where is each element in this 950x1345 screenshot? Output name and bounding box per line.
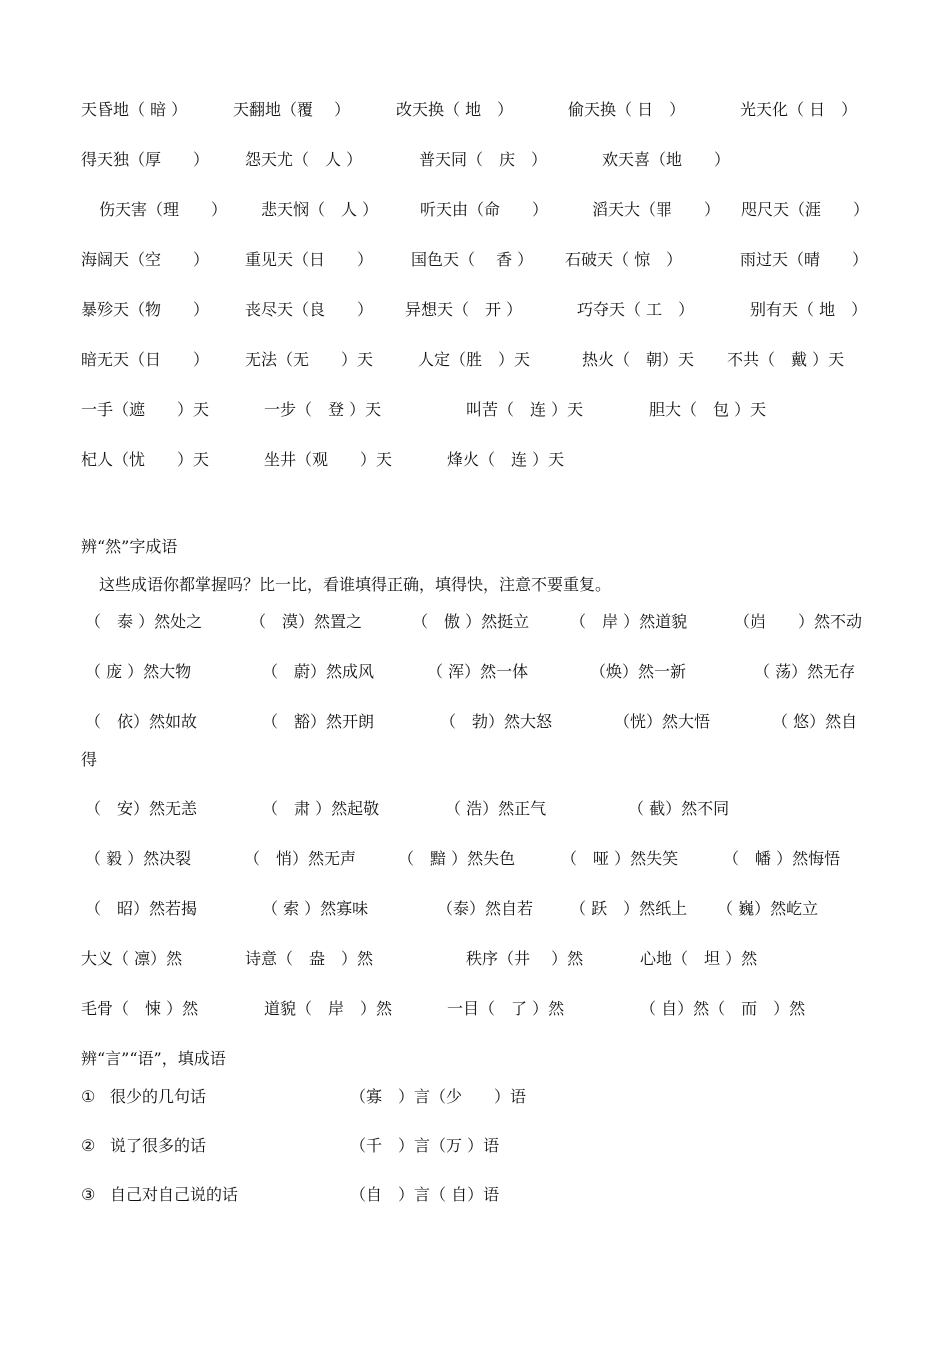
idiom-item: （焕）然一新	[590, 662, 687, 681]
idiom-item: 听天由（命 ）	[420, 200, 549, 219]
idiom-item: 巧夺天（ 工 ）	[577, 300, 695, 319]
idiom-item: 热火（ 朝）天	[582, 350, 695, 369]
item-description: 说了很多的话	[110, 1136, 207, 1155]
ran-row	[0, 847, 950, 871]
item-number: ③	[81, 1185, 96, 1204]
item-answer: （千 ）言（万 ）语	[350, 1136, 500, 1155]
yan-item	[0, 1085, 950, 1109]
idiom-item: 暴殄天（物 ）	[81, 300, 210, 319]
idiom-item: 无法（无 ）天	[245, 350, 374, 369]
idiom-item: 改天换（ 地 ）	[396, 100, 514, 119]
idiom-item: 一目（ 了 ）然	[447, 999, 565, 1018]
idiom-item: （ 悄）然无声	[244, 849, 357, 868]
idiom-item: 诗意（ 盎 ）然	[245, 949, 374, 968]
idiom-item: （泰）然自若	[437, 899, 534, 918]
idiom-item: 一手（遮 ）天	[81, 400, 210, 419]
idiom-item: 海阔天（空 ）	[81, 250, 210, 269]
tian-row	[0, 98, 950, 122]
idiom-item: 大义（ 凛）然	[81, 949, 183, 968]
idiom-item: （ 幡 ）然悔悟	[723, 849, 841, 868]
idiom-item: 光天化（ 日 ）	[740, 100, 858, 119]
idiom-item: 杞人（忧 ）天	[81, 450, 210, 469]
idiom-item: 叫苦（ 连 ）天	[466, 400, 584, 419]
ran-row	[0, 897, 950, 921]
idiom-item: 不共（ 戴 ）天	[727, 350, 845, 369]
idiom-item: 石破天（ 惊 ）	[565, 250, 683, 269]
ran-row	[0, 748, 950, 772]
ran-row	[0, 997, 950, 1021]
idiom-item: （ 庞 ）然大物	[85, 662, 192, 681]
idiom-item: 咫尺天（涯 ）	[741, 200, 870, 219]
idiom-item: 偷天换（ 日 ）	[568, 100, 686, 119]
ran-row	[0, 660, 950, 684]
tian-row	[0, 448, 950, 472]
ran-instruction: 这些成语你都掌握吗？比一比，看谁填得正确，填得快，注意不要重复。	[99, 575, 612, 594]
tian-row	[0, 148, 950, 172]
idiom-item: （ 依）然如故	[85, 712, 198, 731]
idiom-item: （ 巍）然屹立	[717, 899, 819, 918]
idiom-item: 毛骨（ 悚 ）然	[81, 999, 199, 1018]
idiom-item: 怨天尤（ 人 ）	[245, 150, 363, 169]
ran-row	[0, 947, 950, 971]
ran-row	[0, 710, 950, 734]
idiom-item: 道貌（ 岸 ）然	[264, 999, 393, 1018]
idiom-item: （ 悠）然自	[772, 712, 858, 731]
idiom-item: （ 浩）然正气	[445, 799, 547, 818]
idiom-item: （ 浑）然一体	[427, 662, 529, 681]
idiom-item: 滔天大（罪 ）	[592, 200, 721, 219]
idiom-item: 一步（ 登 ）天	[264, 400, 382, 419]
idiom-item: （ 泰 ）然处之	[85, 612, 203, 631]
idiom-item: （ 黯 ）然失色	[398, 849, 516, 868]
idiom-item: （ 傲 ）然挺立	[412, 612, 530, 631]
idiom-item: （ 跃 ）然纸上	[570, 899, 688, 918]
yan-item	[0, 1134, 950, 1158]
idiom-item: 国色天（ 香 ）	[411, 250, 534, 269]
idiom-item: （ 安）然无恙	[85, 799, 198, 818]
tian-row	[0, 198, 950, 222]
idiom-item: 天昏地（ 暗 ）	[81, 100, 188, 119]
idiom-item: （ 蔚）然成风	[262, 662, 375, 681]
idiom-item: （岿 ）然不动	[734, 612, 863, 631]
idiom-item: （ 岸 ）然道貌	[570, 612, 688, 631]
idiom-item: 秩序（井 ）然	[466, 949, 584, 968]
idiom-item: 坐井（观 ）天	[264, 450, 393, 469]
idiom-item: 重见天（日 ）	[245, 250, 374, 269]
item-description: 很少的几句话	[110, 1087, 207, 1106]
idiom-item: （ 索 ）然寡味	[262, 899, 369, 918]
item-description: 自己对自己说的话	[110, 1185, 239, 1204]
idiom-item: 人定（胜 ）天	[418, 350, 531, 369]
idiom-item: 心地（ 坦 ）然	[640, 949, 758, 968]
idiom-item: （ 豁）然开朗	[262, 712, 375, 731]
idiom-item: 得	[81, 750, 98, 769]
idiom-item: （恍）然大悟	[614, 712, 711, 731]
item-answer: （寡 ）言（少 ）语	[350, 1087, 527, 1106]
idiom-item: 伤天害（理 ）	[99, 200, 228, 219]
idiom-item: 悲天悯（ 人 ）	[261, 200, 379, 219]
idiom-item: （ 荡）然无存	[754, 662, 856, 681]
item-number: ②	[81, 1136, 96, 1155]
idiom-item: 异想天（ 开 ）	[405, 300, 523, 319]
idiom-item: （ 自）然（ 而 ）然	[640, 999, 806, 1018]
idiom-item: （ 截）然不同	[628, 799, 730, 818]
item-number: ①	[81, 1087, 96, 1106]
idiom-item: （ 漠）然置之	[250, 612, 363, 631]
idiom-item: 暗无天（日 ）	[81, 350, 210, 369]
idiom-item: 烽火（ 连 ）天	[447, 450, 565, 469]
idiom-item: 天翻地（覆 ）	[233, 100, 351, 119]
ran-row	[0, 610, 950, 634]
ran-row	[0, 797, 950, 821]
ran-heading: 辨“然”字成语	[81, 537, 178, 556]
tian-row	[0, 248, 950, 272]
tian-row	[0, 398, 950, 422]
idiom-item: 丧尽天（良 ）	[245, 300, 374, 319]
idiom-item: 得天独（厚 ）	[81, 150, 210, 169]
idiom-item: （ 昭）然若揭	[85, 899, 198, 918]
idiom-item: 胆大（ 包 ）天	[649, 400, 767, 419]
idiom-item: 雨过天（晴 ）	[740, 250, 869, 269]
idiom-item: （ 哑 ）然失笑	[561, 849, 679, 868]
idiom-item: 别有天（ 地 ）	[750, 300, 868, 319]
idiom-item: （ 勃）然大怒	[440, 712, 553, 731]
item-answer: （自 ）言（ 自）语	[350, 1185, 500, 1204]
tian-row	[0, 298, 950, 322]
yan-heading: 辨“言”“语”，填成语	[81, 1049, 226, 1068]
idiom-item: 普天同（ 庆 ）	[419, 150, 548, 169]
idiom-item: （ 毅 ）然决裂	[85, 849, 192, 868]
idiom-item: （ 肃 ）然起敬	[262, 799, 380, 818]
tian-row	[0, 348, 950, 372]
yan-item	[0, 1183, 950, 1207]
idiom-item: 欢天喜（地 ）	[602, 150, 731, 169]
